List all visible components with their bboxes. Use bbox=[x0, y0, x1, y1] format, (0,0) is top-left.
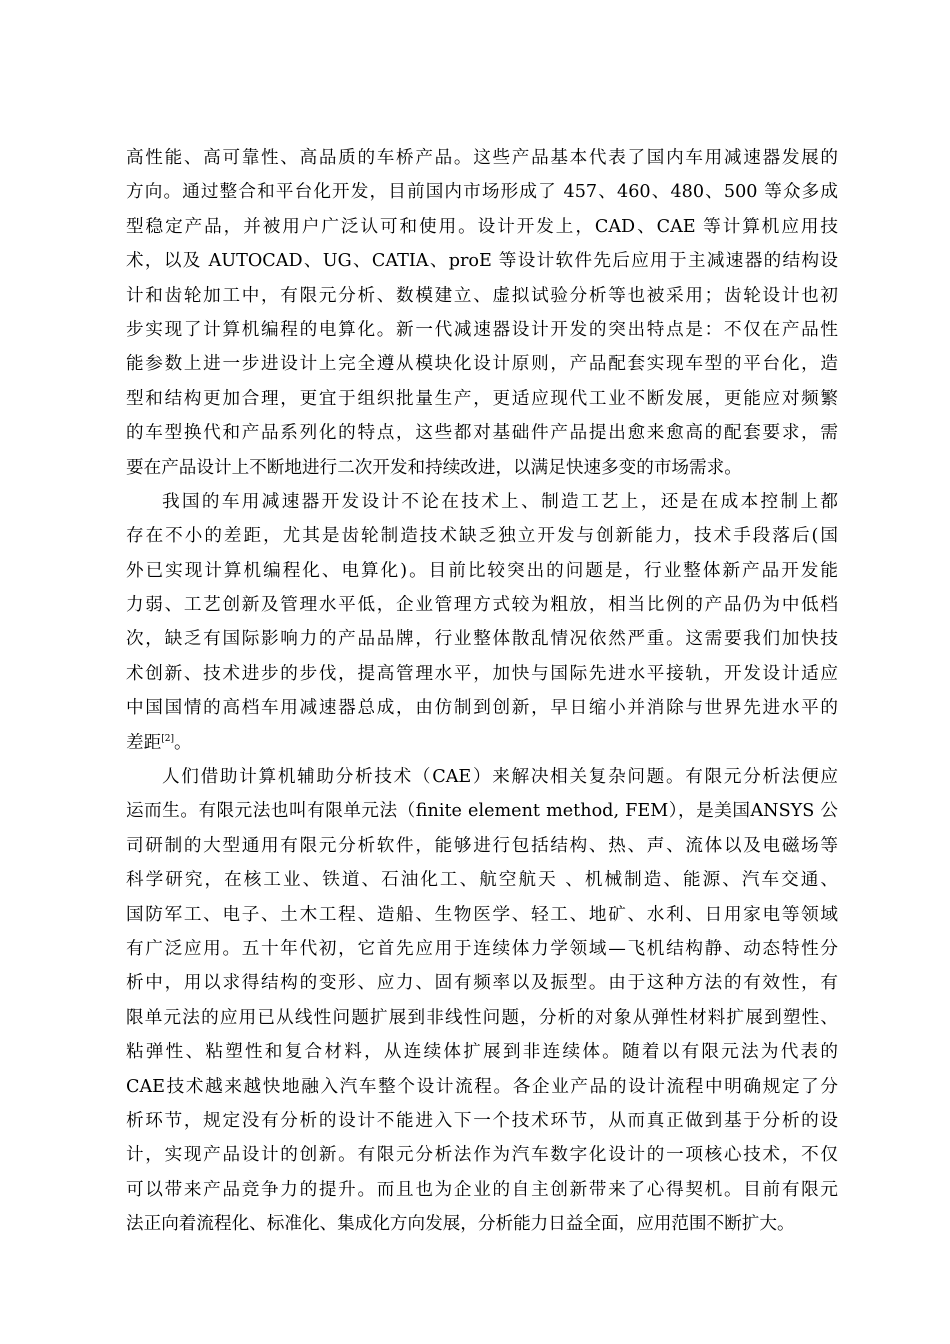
body-text bbox=[126, 141, 838, 1242]
paragraph-1 bbox=[126, 141, 838, 485]
text-line: 我国的车用减速器开发设计不论在技术上、制造工艺上，还是在成本控制上都 bbox=[162, 491, 838, 512]
text-line: 力弱、工艺创新及管理水平低，企业管理方式较为粗放，相当比例的产品仍为中低档 bbox=[126, 595, 838, 616]
text-line: 运而生。有限元法也叫有限单元法（finite element method, FEM），是美国ANSYS 公 bbox=[126, 801, 838, 822]
text-line: 外已实现计算机编程化、电算化)。目前比较突出的问题是，行业整体新产品开发能 bbox=[126, 560, 838, 581]
text-line: CAE技术越来越快地融入汽车整个设计流程。各企业产品的设计流程中明确规定了分 bbox=[126, 1076, 838, 1097]
citation-reference[interactable]: [2] bbox=[161, 733, 174, 744]
text-line: 步实现了计算机编程的电算化。新一代减速器设计开发的突出特点是：不仅在产品性 bbox=[126, 319, 838, 340]
text-line: 术创新、技术进步的步伐，提高管理水平，加快与国际先进水平接轨，开发设计适应 bbox=[126, 663, 838, 684]
text-line: 存在不小的差距，尤其是齿轮制造技术缺乏独立开发与创新能力，技术手段落后(国 bbox=[126, 526, 838, 547]
text-line: 法正向着流程化、标准化、集成化方向发展，分析能力日益全面，应用范围不断扩大。 bbox=[126, 1214, 795, 1235]
text-line: 有广泛应用。五十年代初，它首先应用于连续体力学领域—飞机结构静、动态特性分 bbox=[126, 938, 838, 959]
paragraph-2 bbox=[126, 485, 838, 760]
text-line-content: 差距 bbox=[126, 732, 162, 753]
text-line: 能参数上进一步进设计上完全遵从模块化设计原则，产品配套实现车型的平台化，造 bbox=[126, 354, 838, 375]
text-line: 中国国情的高档车用减速器总成，由仿制到创新，早日缩小并消除与世界先进水平的 bbox=[126, 698, 838, 719]
text-line bbox=[126, 726, 838, 760]
text-line: 析环节，规定没有分析的设计不能进入下一个技术环节，从而真正做到基于分析的设 bbox=[126, 1110, 838, 1131]
text-line: 术，以及 AUTOCAD、UG、CATIA、proE 等设计软件先后应用于主减速器的结构设 bbox=[126, 251, 838, 272]
text-line: 高性能、高可靠性、高品质的车桥产品。这些产品基本代表了国内车用减速器发展的 bbox=[126, 148, 838, 168]
text-line: 科学研究，在核工业、铁道、石油化工、航空航天 、机械制造、能源、汽车交通、 bbox=[126, 870, 838, 891]
text-line: 粘弹性、粘塑性和复合材料，从连续体扩展到非连续体。随着以有限元法为代表的 bbox=[126, 1042, 838, 1063]
text-line: 的车型换代和产品系列化的特点，这些都对基础件产品提出愈来愈高的配套要求，需 bbox=[126, 423, 838, 444]
paragraph-3 bbox=[126, 760, 838, 1241]
text-line: 国防军工、电子、土木工程、造船、生物医学、轻工、地矿、水利、日用家电等领域 bbox=[126, 904, 838, 925]
text-line: 型和结构更加合理，更宜于组织批量生产，更适应现代工业不断发展，更能应对频繁 bbox=[126, 388, 838, 409]
text-line: 次，缺乏有国际影响力的产品品牌，行业整体散乱情况依然严重。这需要我们加快技 bbox=[126, 629, 838, 650]
text-line: 限单元法的应用已从线性问题扩展到非线性问题，分析的对象从弹性材料扩展到塑性、 bbox=[126, 1007, 838, 1028]
sentence-end: 。 bbox=[173, 732, 192, 753]
text-line: 司研制的大型通用有限元分析软件，能够进行包括结构、热、声、流体以及电磁场等 bbox=[126, 835, 838, 856]
text-line: 可以带来产品竞争力的提升。而且也为企业的自主创新带来了心得契机。目前有限元 bbox=[126, 1179, 838, 1200]
text-line: 人们借助计算机辅助分析技术（CAE）来解决相关复杂问题。有限元分析法便应 bbox=[162, 767, 838, 788]
text-line: 型稳定产品，并被用户广泛认可和使用。设计开发上，CAD、CAE 等计算机应用技 bbox=[126, 216, 838, 237]
text-line: 方向。通过整合和平台化开发，目前国内市场形成了 457、460、480、500 等众多成 bbox=[126, 182, 838, 203]
text-line: 析中，用以求得结构的变形、应力、固有频率以及振型。由于这种方法的有效性，有 bbox=[126, 973, 838, 994]
text-line: 计和齿轮加工中，有限元分析、数模建立、虚拟试验分析等也被采用；齿轮设计也初 bbox=[126, 285, 838, 306]
text-line: 计，实现产品设计的创新。有限元分析法作为汽车数字化设计的一项核心技术，不仅 bbox=[126, 1145, 838, 1166]
text-line: 要在产品设计上不断地进行二次开发和持续改进，以满足快速多变的市场需求。 bbox=[126, 457, 742, 478]
